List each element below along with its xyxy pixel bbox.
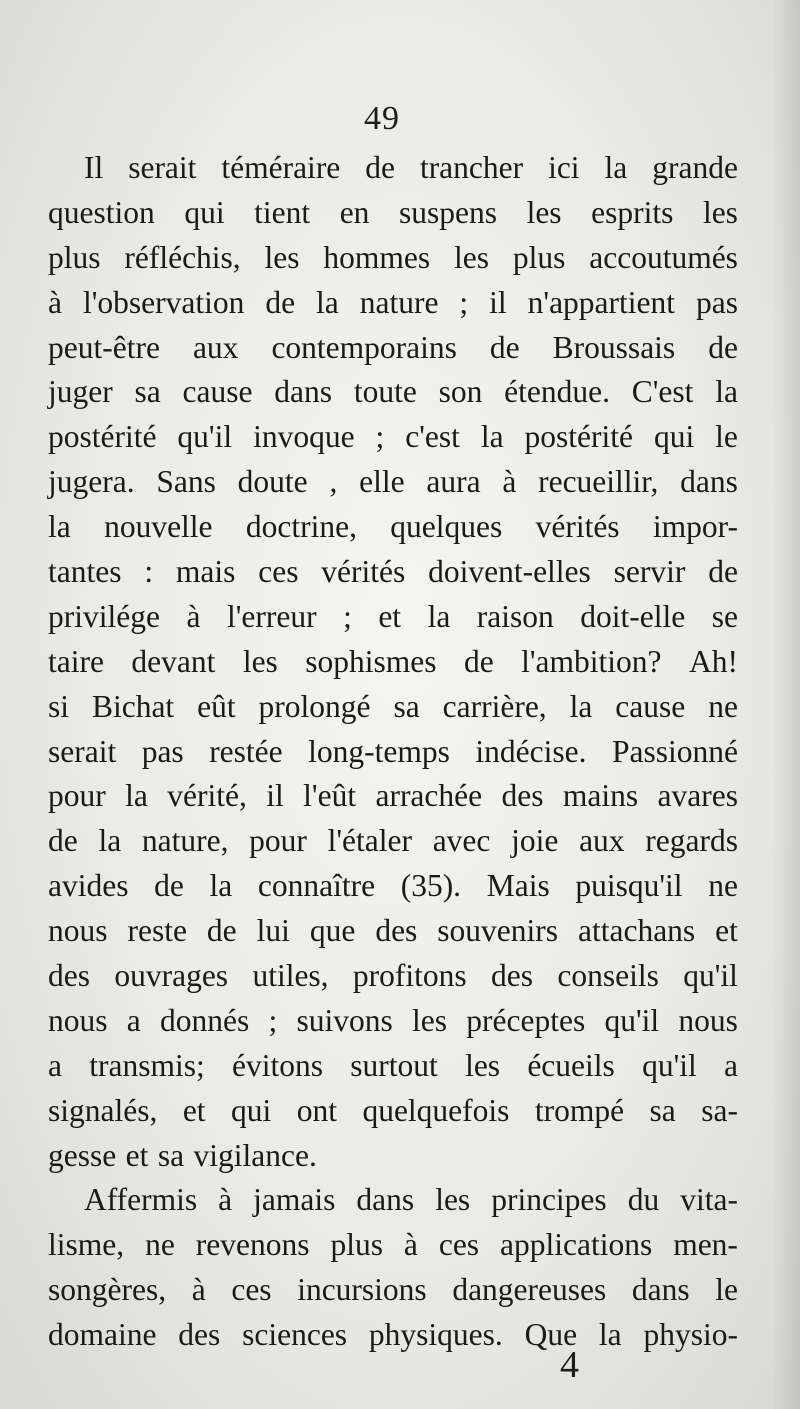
text-line: avides de la connaître (35). Mais puisqu'il ne xyxy=(48,868,738,904)
text-line: Il serait téméraire de trancher ici la grande xyxy=(84,150,738,185)
text-line: juger sa cause dans toute son étendue. C'est la xyxy=(48,374,738,410)
text-line: nous a donnés ; suivons les préceptes qu'il nous xyxy=(48,1002,738,1038)
text-line: des ouvrages utiles, profitons des conseils qu'il xyxy=(48,958,738,994)
text-line: jugera. Sans doute , elle aura à recueillir, dans xyxy=(48,464,738,500)
signature-mark: 4 xyxy=(560,1344,579,1386)
text-line: domaine des sciences physiques. Que la physio- xyxy=(48,1317,738,1353)
text-line: plus réfléchis, les hommes les plus accoutumés xyxy=(48,239,738,275)
text-line: tantes : mais ces vérités doivent-elles servir de xyxy=(48,554,738,590)
text-line: question qui tient en suspens les esprits les xyxy=(48,194,738,230)
text-line: serait pas restée long-temps indécise. Passionné xyxy=(48,733,738,769)
text-line: lisme, ne revenons plus à ces applications men- xyxy=(48,1227,738,1263)
text-line: Affermis à jamais dans les principes du vita- xyxy=(84,1182,738,1218)
text-line: la nouvelle doctrine, quelques vérités impor- xyxy=(48,509,738,545)
text-line: si Bichat eût prolongé sa carrière, la cause ne xyxy=(48,688,738,724)
text-line: signalés, et qui ont quelquefois trompé sa sa- xyxy=(48,1092,738,1128)
text-line: a transmis; évitons surtout les écueils qu'il a xyxy=(48,1047,738,1083)
text-line: nous reste de lui que des souvenirs attachans et xyxy=(48,913,738,949)
text-line: peut-être aux contemporains de Broussais de xyxy=(48,329,738,365)
text-line: gesse et sa vigilance. xyxy=(48,1137,317,1173)
text-line: taire devant les sophismes de l'ambition? Ah! xyxy=(48,643,738,679)
text-line: privilége à l'erreur ; et la raison doit-elle se xyxy=(48,598,738,634)
text-line: à l'observation de la nature ; il n'appartient pas xyxy=(48,284,738,320)
text-line: songères, à ces incursions dangereuses dans le xyxy=(48,1272,738,1308)
body-text xyxy=(48,146,738,1358)
text-line: postérité qu'il invoque ; c'est la postérité qui le xyxy=(48,419,738,455)
text-line: de la nature, pour l'étaler avec joie aux regards xyxy=(48,823,738,859)
page-number: 49 xyxy=(364,100,400,137)
page-edge-shadow xyxy=(772,0,800,1409)
text-line: pour la vérité, il l'eût arrachée des mains avares xyxy=(48,778,738,814)
